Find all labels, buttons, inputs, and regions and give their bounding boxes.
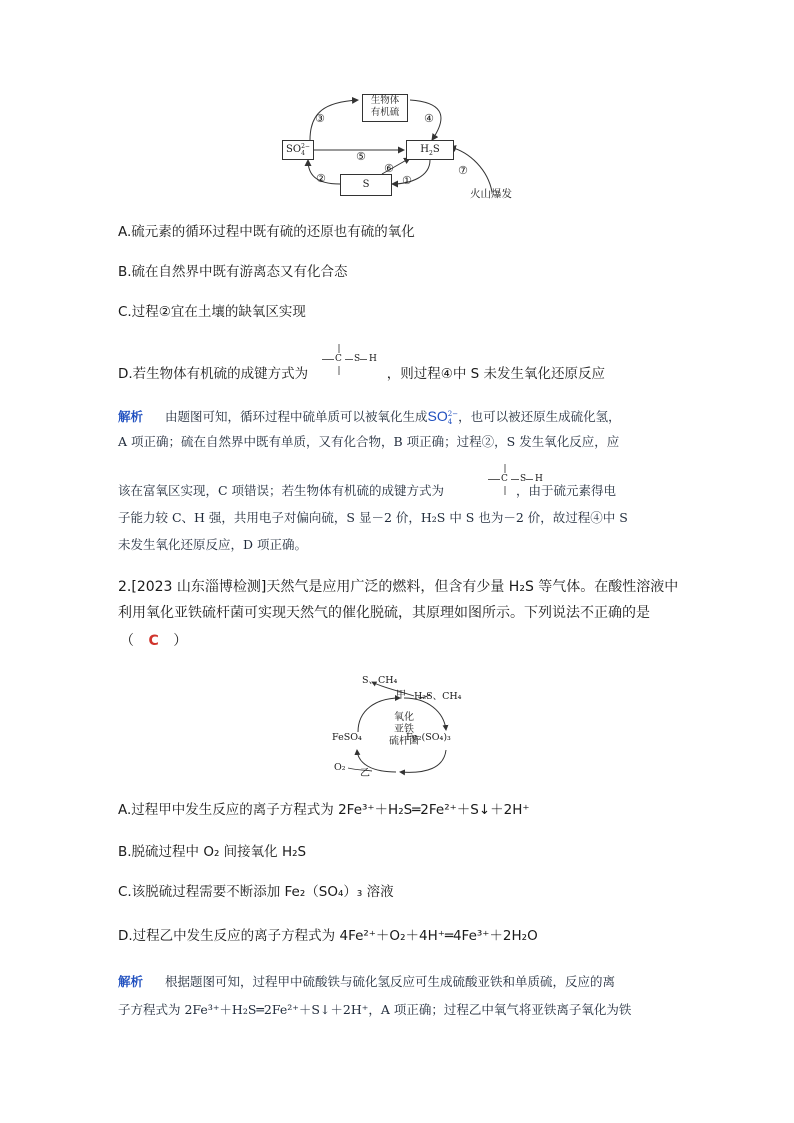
q1-analysis-label: 解析: [118, 409, 144, 424]
label-4: ④: [424, 112, 434, 125]
q1-analysis-line2: A 项正确；硫在自然界中既有单质，又有化合物，B 项正确；过程②，S 发生氧化反应，应: [118, 434, 620, 449]
label-1: ①: [402, 174, 412, 187]
h2s-sub: 2: [429, 150, 433, 157]
so4-box: [282, 140, 314, 160]
sulfur-box: [340, 174, 392, 196]
q2-option-b: B.脱硫过程中 O₂ 间接氧化 H₂S: [118, 844, 307, 860]
struct2-s: S: [520, 474, 527, 484]
process-yi: 乙: [360, 768, 370, 779]
q1-option-a: A.硫元素的循环过程中既有硫的还原也有硫的氧化: [118, 224, 415, 240]
so4-formula: SO: [286, 144, 302, 155]
fe2so43-label: Fe₂(SO₄)₃: [406, 732, 451, 743]
feso4-label: FeSO₄: [332, 732, 362, 743]
bacteria-line1: 氧化: [394, 712, 414, 723]
q2-paren-open: （: [120, 633, 134, 649]
q1-analysis-text1b: ，也可以被还原生成硫化氢，: [458, 409, 621, 424]
q1-analysis-so4-charge: 2−: [447, 409, 459, 418]
q2-answer-paren: [120, 630, 187, 652]
struct2-h: H: [535, 474, 543, 484]
struct-s: S: [354, 354, 361, 364]
q2-stem-line2: 利用氧化亚铁硫杆菌可实现天然气的催化脱硫，其原理如图所示。下列说法不正确的是: [118, 605, 650, 621]
structure-formula-2: [488, 462, 548, 498]
so4-sub: 4: [301, 149, 305, 157]
q2-analysis-label: 解析: [118, 974, 144, 989]
struct-h: H: [369, 354, 377, 364]
q1-analysis-line5: 未发生氧化还原反应，D 项正确。: [118, 537, 307, 552]
q1-option-c: C.过程②宜在土壤的缺氧区实现: [118, 304, 306, 320]
q1-option-d-pre: D.若生物体有机硫的成键方式为: [118, 366, 309, 382]
desulfurization-diagram: [326, 668, 476, 780]
q1-analysis-text3b: ，由于硫元素得电: [516, 483, 617, 498]
q2-analysis-line2: 子方程式为 2Fe³⁺＋H₂S═2Fe²⁺＋S↓＋2H⁺，A 项正确；过程乙中氧气将亚铁离子氧化为铁: [118, 1002, 632, 1017]
product-s-ch4: S、CH₄: [362, 675, 398, 686]
q2-analysis-line1: [118, 972, 615, 992]
q1-analysis-text3: 该在富氧区实现，C 项错误；若生物体有机硫的成键方式为: [118, 483, 445, 498]
struct-c: C: [335, 354, 342, 364]
q2-analysis-text1: 根据题图可知，过程甲中硫酸铁与硫化氢反应可生成硫酸亚铁和单质硫，反应的离: [164, 974, 615, 989]
o2-label: O₂: [334, 762, 346, 773]
label-5: ⑤: [356, 150, 366, 163]
label-6: ⑥: [384, 162, 394, 175]
bacteria-line3: 硫杆菌: [389, 736, 419, 747]
h2s-h: H: [420, 144, 430, 155]
label-7: ⑦: [458, 164, 468, 177]
q2-stem-line1: 2.[2023 山东淄博检测]天然气是应用广泛的燃料，但含有少量 H₂S 等气体。在酸性溶液中: [118, 579, 679, 595]
h2s-s: S: [432, 144, 440, 155]
bio-line2: 有机硫: [370, 107, 400, 118]
q1-option-b: B.硫在自然界中既有游离态又有化合态: [118, 264, 348, 280]
q1-analysis-so4: SO: [427, 408, 448, 424]
struct2-c: C: [501, 474, 508, 484]
so4-charge: 2−: [301, 142, 310, 150]
structure-formula-1: [322, 342, 382, 378]
q1-analysis-text1: 由题图可知，循环过程中硫单质可以被氧化生成: [164, 409, 428, 424]
q1-analysis-line4: 子能力较 C、H 强，共用电子对偏向硫，S 显－2 价，H₂S 中 S 也为－2 价，故过程④中 S: [118, 510, 628, 525]
q1-analysis-line1: [118, 406, 621, 427]
q2-option-d: D.过程乙中发生反应的离子方程式为 4Fe²⁺＋O₂＋4H⁺═4Fe³⁺＋2H₂O: [118, 928, 538, 944]
q2-answer: C: [148, 633, 159, 649]
volcano-label: 火山爆发: [470, 188, 512, 200]
label-3: ③: [315, 112, 325, 125]
label-2: ②: [316, 172, 326, 185]
bio-line1: 生物体: [370, 95, 400, 106]
q2-paren-close: ）: [173, 633, 188, 649]
bacteria-line2: 亚铁: [394, 724, 414, 735]
q1-analysis-so4-sub: 4: [447, 417, 453, 426]
q2-option-c: C.该脱硫过程需要不断添加 Fe₂（SO₄）₃ 溶液: [118, 884, 394, 900]
q1-option-d-post: ，则过程④中 S 未发生氧化还原反应: [386, 366, 606, 382]
q2-option-a: A.过程甲中发生反应的离子方程式为 2Fe³⁺＋H₂S═2Fe²⁺＋S↓＋2H⁺: [118, 802, 530, 818]
input-h2s-ch4: H₂S、CH₄: [414, 691, 462, 702]
sulfur-cycle-diagram: [270, 92, 530, 204]
sulfur-label: S: [362, 179, 370, 190]
process-jia: 甲: [396, 690, 406, 701]
bio-organic-sulfur-box: [362, 94, 408, 122]
h2s-box: [406, 140, 454, 160]
